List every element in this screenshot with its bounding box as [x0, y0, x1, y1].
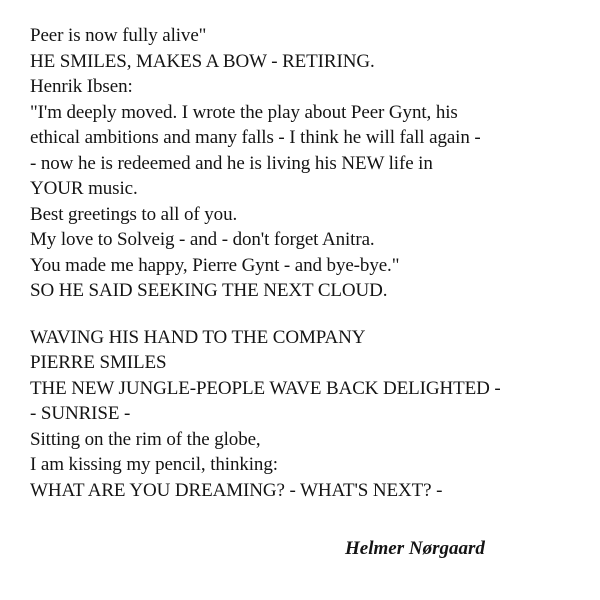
text-line: - now he is redeemed and he is living his NEW life in: [30, 152, 433, 174]
text-line: My love to Solveig - and - don't forget Anitra.: [30, 229, 375, 250]
text-line: Peer is now fully alive": [30, 25, 207, 46]
text-line: I am kissing my pencil, thinking:: [30, 454, 278, 475]
text-line: HE SMILES, MAKES A BOW - RETIRING.: [30, 50, 375, 72]
text-line: - SUNRISE -: [30, 403, 131, 424]
text-line: WHAT ARE YOU DREAMING? - WHAT'S NEXT? -: [30, 479, 443, 501]
text-line: ethical ambitions and many falls - I think he will fall again -: [30, 127, 481, 148]
text-line: PIERRE SMILES: [30, 352, 167, 373]
poem-text: [30, 23, 590, 503]
text-line: You made me happy, Pierre Gynt - and bye-bye.": [30, 254, 400, 276]
text-line: Best greetings to all of you.: [30, 203, 238, 225]
author-signature: Helmer Nørgaard: [345, 538, 485, 559]
text-line: Sitting on the rim of the globe,: [30, 428, 261, 450]
text-line: SO HE SAID SEEKING THE NEXT CLOUD.: [30, 280, 388, 301]
text-line: THE NEW JUNGLE-PEOPLE WAVE BACK DELIGHTED -: [30, 377, 501, 399]
text-line: Henrik Ibsen:: [30, 76, 133, 97]
text-line: YOUR music.: [30, 178, 138, 199]
text-line: "I'm deeply moved. I wrote the play about Peer Gynt, his: [30, 101, 458, 123]
stanza-divider: [30, 304, 590, 325]
text-line: WAVING HIS HAND TO THE COMPANY: [30, 326, 366, 348]
